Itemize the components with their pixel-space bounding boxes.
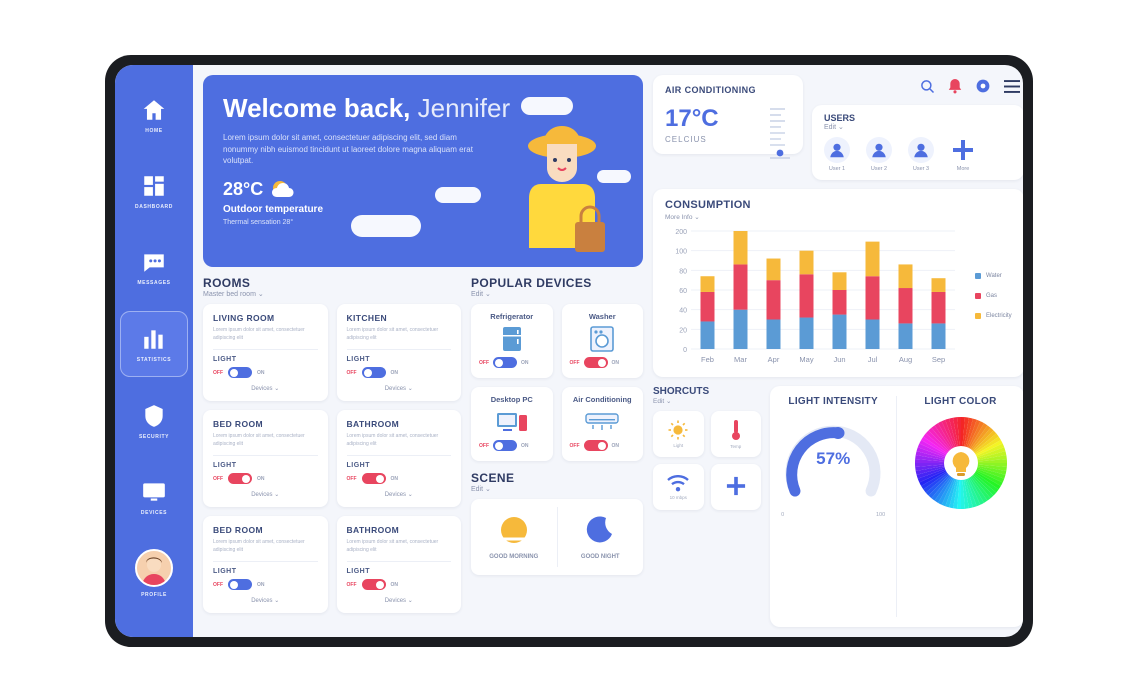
toggle-on-label: ON	[390, 581, 398, 588]
scene-item-good-morning[interactable]	[471, 507, 557, 567]
svg-text:200: 200	[675, 229, 687, 236]
user-label: User 2	[870, 166, 888, 172]
color-wheel[interactable]	[915, 417, 1007, 514]
consumption-chart-area	[665, 225, 1012, 367]
consumption-more-info[interactable]: More Info ⌄	[665, 214, 700, 221]
shortcut-temp[interactable]	[711, 411, 762, 457]
light-intensity-title: LIGHT INTENSITY	[788, 396, 878, 407]
light-toggle[interactable]	[213, 473, 318, 484]
shortcut-wifi[interactable]	[653, 464, 704, 510]
legend-item-gas	[975, 293, 1012, 299]
toggle-off-label: OFF	[346, 475, 357, 482]
room-card[interactable]	[337, 516, 462, 613]
divider	[347, 349, 452, 350]
svg-text:Feb: Feb	[701, 355, 714, 364]
bar-chart-svg	[665, 225, 961, 367]
gauge-scale	[781, 512, 885, 518]
shortcut-label: Temp	[730, 444, 742, 449]
left-column	[203, 75, 643, 627]
messages-icon	[141, 249, 167, 275]
devices-grid	[471, 304, 643, 461]
toggle-off-label: OFF	[346, 369, 357, 376]
desktop-pc-icon	[479, 408, 545, 436]
room-card[interactable]	[203, 516, 328, 613]
rooms-header	[203, 276, 461, 298]
sidebar-item-label: DEVICES	[140, 509, 168, 516]
shortcuts-title: SHORCUTS	[653, 386, 710, 397]
room-devices-link[interactable]: Devices ⌄	[384, 492, 413, 498]
room-card[interactable]	[203, 410, 328, 507]
light-toggle[interactable]	[213, 579, 318, 590]
sun-icon	[497, 513, 531, 547]
outdoor-temperature-label: Outdoor temperature	[223, 203, 324, 215]
light-toggle[interactable]	[347, 367, 452, 378]
light-label: LIGHT	[346, 356, 370, 363]
room-card[interactable]	[203, 304, 328, 401]
toggle-on-label: ON	[521, 359, 529, 366]
toggle-switch[interactable]	[228, 579, 252, 590]
scene-section	[471, 471, 643, 575]
dashboard-icon	[141, 173, 167, 199]
sidebar-item-statistics[interactable]	[120, 311, 188, 377]
sun-cloud-icon	[269, 179, 299, 201]
shortcuts-grid	[653, 411, 761, 510]
sun-icon	[668, 420, 688, 440]
toggle-on-label: ON	[257, 369, 265, 376]
statistics-icon	[141, 326, 167, 352]
light-toggle[interactable]	[347, 473, 452, 484]
room-description: Lorem ipsum dolor sit amet, consectetuer adipiscing elit	[213, 539, 305, 553]
air-conditioning-unit: CELCIUS	[665, 135, 707, 144]
sidebar-item-label: DASHBOARD	[135, 203, 173, 210]
room-description: Lorem ipsum dolor sit amet, consectetuer adipiscing elit	[346, 539, 439, 553]
room-description: Lorem ipsum dolor sit amet, consectetuer adipiscing elit	[346, 327, 439, 341]
toggle-off-label: OFF	[213, 581, 223, 588]
users-edit[interactable]: Edit ⌄	[824, 124, 844, 131]
svg-text:Sep: Sep	[931, 355, 946, 364]
device-toggle[interactable]	[479, 440, 545, 451]
toggle-on-label: ON	[257, 581, 265, 588]
room-name: BED ROOM	[213, 525, 263, 535]
legend-color-swatch	[975, 313, 981, 319]
sidebar-item-messages[interactable]	[121, 235, 187, 299]
sidebar-item-label: HOME	[145, 127, 163, 134]
svg-text:60: 60	[679, 288, 687, 295]
toggle-off-label: OFF	[346, 581, 357, 588]
sidebar-item-label: SECURITY	[138, 433, 170, 440]
svg-text:0: 0	[683, 347, 687, 354]
room-devices-link[interactable]: Devices ⌄	[251, 598, 280, 604]
device-card-washer[interactable]	[562, 304, 644, 378]
toggle-switch[interactable]	[362, 473, 386, 484]
room-description: Lorem ipsum dolor sit amet, consectetuer adipiscing elit	[213, 327, 305, 341]
room-name: KITCHEN	[346, 313, 388, 323]
light-intensity-panel	[770, 396, 896, 617]
scene-label: GOOD MORNING	[489, 554, 539, 560]
refrigerator-icon	[479, 325, 545, 353]
legend-color-swatch	[975, 273, 981, 279]
toggle-off-label: OFF	[479, 359, 489, 366]
gear-icon[interactable]	[975, 78, 991, 94]
main-content	[193, 65, 1023, 637]
sidebar-item-profile[interactable]	[121, 541, 187, 605]
legend-label: Water	[986, 273, 1002, 279]
sidebar-item-label: MESSAGES	[137, 279, 171, 286]
room-devices-link[interactable]: Devices ⌄	[251, 492, 280, 498]
user-item[interactable]	[908, 137, 934, 172]
svg-text:20: 20	[679, 327, 687, 335]
room-devices-link[interactable]: Devices ⌄	[384, 598, 413, 604]
user-item[interactable]	[824, 137, 850, 172]
divider	[347, 455, 452, 456]
scene-title: SCENE	[471, 471, 515, 485]
toggle-on-label: ON	[521, 442, 529, 449]
light-color-title: LIGHT COLOR	[924, 396, 997, 407]
thermal-sensation-label: Thermal sensation 28°	[223, 218, 294, 226]
home-icon	[141, 97, 167, 123]
sidebar-item-security[interactable]	[121, 389, 187, 453]
svg-text:40: 40	[679, 307, 687, 315]
shortcut-label: 10 mbps	[669, 494, 687, 500]
add-user-button[interactable]	[950, 137, 976, 172]
room-description: Lorem ipsum dolor sit amet, consectetuer adipiscing elit	[346, 433, 439, 447]
toggle-switch[interactable]	[362, 579, 386, 590]
divider	[213, 561, 318, 562]
toggle-switch[interactable]	[584, 440, 608, 451]
toggle-on-label: ON	[390, 475, 398, 482]
light-toggle[interactable]	[347, 579, 452, 590]
thermometer-icon	[730, 419, 742, 441]
toggle-off-label: OFF	[213, 369, 223, 376]
scene-label: GOOD NIGHT	[580, 554, 620, 560]
room-name: BATHROOM	[346, 419, 400, 429]
rooms-grid	[203, 304, 461, 613]
scene-item-good-night[interactable]	[557, 507, 644, 567]
shortcut-label: Light	[673, 443, 684, 448]
device-card-desktop-pc[interactable]	[471, 387, 553, 461]
light-label: LIGHT	[346, 568, 370, 575]
sidebar-item-label: PROFILE	[141, 591, 167, 598]
toggle-off-label: OFF	[569, 442, 580, 449]
avatar-icon	[135, 549, 173, 587]
device-card-refrigerator[interactable]	[471, 304, 553, 378]
consumption-card	[653, 189, 1023, 377]
device-toggle[interactable]	[570, 440, 636, 451]
legend-color-swatch	[975, 293, 981, 299]
top-right-area	[812, 75, 1023, 180]
bell-icon[interactable]	[948, 78, 962, 94]
plus-icon	[950, 137, 976, 163]
shortcut-add[interactable]	[711, 464, 762, 510]
device-toggle[interactable]	[479, 357, 545, 368]
svg-text:80: 80	[679, 268, 687, 276]
light-intensity-value: 57%	[816, 449, 851, 468]
user-label: User 1	[828, 166, 846, 172]
light-intensity-gauge[interactable]	[781, 415, 885, 508]
shortcuts-edit[interactable]: Edit ⌄	[653, 398, 672, 405]
monitor-icon	[141, 479, 167, 505]
users-list	[824, 137, 1012, 172]
shortcut-light[interactable]	[653, 411, 704, 457]
user-icon	[824, 137, 850, 163]
shortcuts-section	[653, 386, 761, 627]
sidebar-item-label: STATISTICS	[136, 356, 172, 363]
device-name: Refrigerator	[490, 312, 534, 321]
legend-item-electricity	[975, 313, 1012, 319]
rooms-section	[203, 276, 461, 613]
plus-icon	[726, 476, 746, 496]
toggle-on-label: ON	[611, 359, 619, 366]
legend-label: Gas	[986, 293, 998, 299]
svg-text:Mar: Mar	[734, 355, 747, 364]
rooms-title: ROOMS	[203, 276, 251, 290]
legend-item-water	[975, 273, 1012, 279]
light-toggle[interactable]	[213, 367, 318, 378]
cloud-decoration	[351, 215, 421, 237]
room-devices-link[interactable]: Devices ⌄	[251, 386, 280, 392]
welcome-description: Lorem ipsum dolor sit amet, consectetuer adipiscing elit, sed diam nonummy nibh euismod tincidunt ut laoreet dolore magna aliquam erat volutpat.	[223, 133, 473, 166]
light-label: LIGHT	[213, 462, 237, 469]
light-label: LIGHT	[346, 462, 370, 469]
device-name: Air Conditioning	[572, 395, 632, 404]
popular-devices-edit[interactable]: Edit ⌄	[471, 291, 491, 298]
toggle-switch[interactable]	[362, 367, 386, 378]
user-icon	[866, 137, 892, 163]
light-label: LIGHT	[213, 568, 237, 575]
washer-icon	[570, 325, 636, 353]
top-bar	[653, 75, 1023, 180]
sidebar-item-dashboard[interactable]	[121, 159, 187, 223]
device-toggle[interactable]	[570, 357, 636, 368]
popular-devices-title: POPULAR DEVICES	[471, 276, 592, 290]
tablet-frame	[105, 55, 1033, 647]
sidebar-item-devices[interactable]	[121, 465, 187, 529]
device-name: Washer	[588, 312, 616, 321]
divider	[347, 561, 452, 562]
divider	[213, 455, 318, 456]
room-card[interactable]	[337, 410, 462, 507]
svg-text:May: May	[799, 355, 814, 364]
user-label: User 3	[912, 166, 930, 172]
temperature-text: 28°C	[223, 179, 264, 200]
popular-devices-section	[471, 276, 643, 613]
device-card-air-conditioning[interactable]	[562, 387, 644, 461]
light-controls-card	[770, 386, 1023, 627]
toggle-switch[interactable]	[493, 357, 517, 368]
search-icon[interactable]	[920, 79, 935, 94]
toggle-off-label: OFF	[213, 475, 223, 482]
app-screen	[115, 65, 1023, 637]
user-label: More	[956, 166, 970, 172]
air-conditioning-card[interactable]	[653, 75, 803, 154]
svg-text:Jun: Jun	[833, 355, 846, 364]
scene-card	[471, 499, 643, 575]
toggle-switch[interactable]	[493, 440, 517, 451]
svg-text:Apr: Apr	[767, 355, 780, 364]
toggle-off-label: OFF	[479, 442, 489, 449]
sidebar	[115, 65, 193, 637]
welcome-greeting: Welcome back,	[223, 93, 411, 123]
room-name: LIVING ROOM	[213, 313, 275, 323]
welcome-banner	[203, 75, 643, 267]
user-item[interactable]	[866, 137, 892, 172]
room-description: Lorem ipsum dolor sit amet, consectetuer adipiscing elit	[213, 433, 305, 447]
shield-icon	[141, 403, 167, 429]
moon-icon	[583, 513, 617, 547]
cloud-decoration	[435, 187, 481, 203]
svg-text:100: 100	[675, 248, 687, 256]
air-conditioning-title: AIR CONDITIONING	[665, 85, 756, 95]
toggle-on-label: ON	[390, 369, 398, 376]
svg-text:Aug: Aug	[898, 355, 913, 364]
bottom-row	[653, 386, 1023, 627]
gauge-min: 0	[781, 512, 785, 518]
air-conditioning-value: 17°C	[665, 105, 719, 132]
toggle-switch[interactable]	[228, 473, 252, 484]
light-label: LIGHT	[213, 356, 237, 363]
sidebar-item-home[interactable]	[121, 83, 187, 147]
light-color-panel	[896, 396, 1023, 617]
rooms-subtitle[interactable]: Master bed room ⌄	[203, 291, 264, 298]
user-icon	[908, 137, 934, 163]
toggle-switch[interactable]	[584, 357, 608, 368]
scene-edit[interactable]: Edit ⌄	[471, 486, 491, 493]
device-name: Desktop PC	[490, 395, 533, 404]
chart-legend	[975, 225, 1012, 367]
air-conditioner-icon	[570, 408, 636, 436]
users-card	[812, 105, 1023, 180]
wifi-icon	[667, 475, 689, 492]
consumption-chart	[665, 225, 961, 367]
room-name: BED ROOM	[213, 419, 263, 429]
toggle-switch[interactable]	[228, 367, 252, 378]
divider	[213, 349, 318, 350]
room-card[interactable]	[337, 304, 462, 401]
legend-label: Electricity	[986, 313, 1012, 319]
hamburger-icon[interactable]	[1004, 80, 1020, 93]
welcome-name: Jennifer	[417, 93, 511, 123]
rooms-devices-area	[203, 276, 643, 613]
temperature-scale-icon[interactable]	[769, 105, 791, 161]
toggle-off-label: OFF	[569, 359, 580, 366]
svg-text:Jul: Jul	[867, 355, 878, 364]
toggle-on-label: ON	[611, 442, 619, 449]
room-name: BATHROOM	[346, 525, 400, 535]
consumption-title: CONSUMPTION	[665, 199, 751, 211]
toggle-on-label: ON	[257, 475, 265, 482]
room-devices-link[interactable]: Devices ⌄	[384, 386, 413, 392]
users-title: USERS	[824, 113, 856, 123]
right-column	[653, 75, 1023, 627]
toolbar	[812, 75, 1023, 97]
color-wheel-svg[interactable]	[915, 417, 1007, 509]
woman-illustration	[503, 102, 621, 267]
gauge-max: 100	[875, 512, 886, 518]
